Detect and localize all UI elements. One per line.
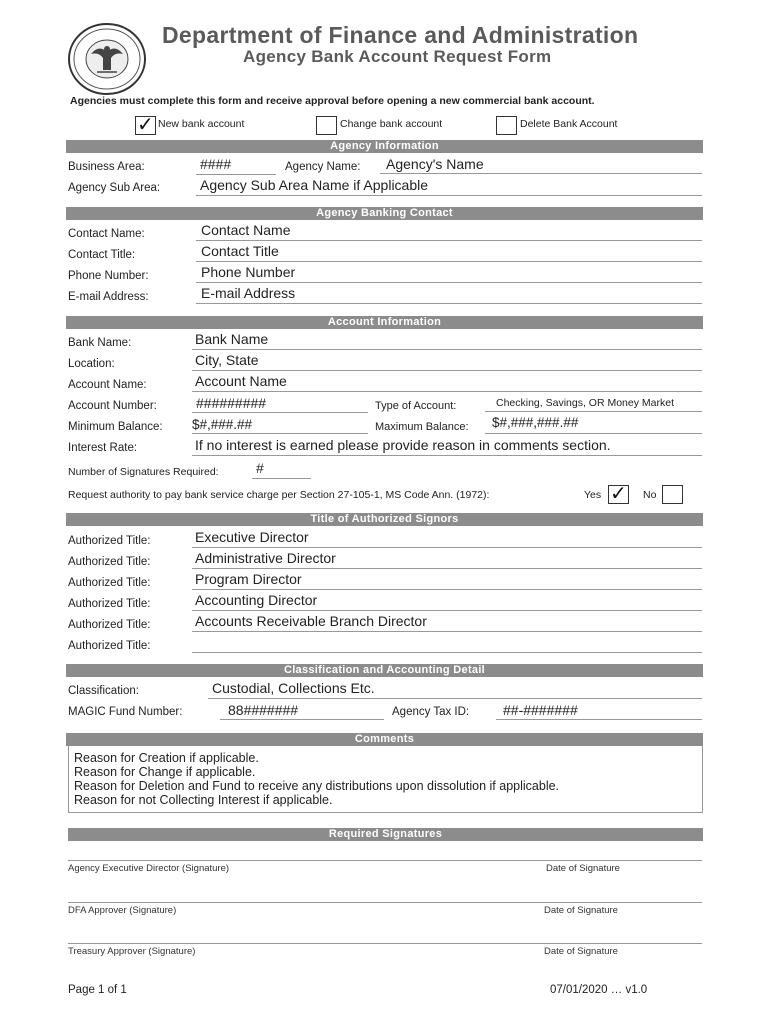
new-account-checkbox[interactable] (135, 116, 156, 135)
state-seal-icon (67, 22, 147, 96)
account-name-label: Account Name: (68, 379, 147, 391)
signatures-required-field[interactable]: # (256, 460, 264, 476)
classification-label: Classification: (68, 685, 139, 697)
new-account-label: New bank account (158, 118, 245, 130)
account-type-field[interactable]: Checking, Savings, OR Money Market (496, 397, 674, 409)
notice-text: Agencies must complete this form and receive approval before opening a new commercial bank account. (70, 95, 595, 107)
account-number-field[interactable]: ######### (196, 395, 267, 411)
signors-heading: Title of Authorized Signors (66, 513, 703, 526)
form-subtitle: Agency Bank Account Request Form (243, 47, 552, 66)
interest-rate-label: Interest Rate: (68, 442, 138, 454)
comments-box[interactable] (68, 746, 703, 813)
agency-info-heading: Agency Information (66, 140, 703, 153)
location-field[interactable]: City, State (195, 352, 259, 368)
authorized-title-field-5[interactable]: Accounts Receivable Branch Director (195, 613, 427, 629)
bank-name-field[interactable]: Bank Name (195, 331, 269, 347)
account-info-heading: Account Information (66, 316, 703, 329)
tax-id-field[interactable]: ##-####### (503, 702, 578, 718)
fund-number-field[interactable]: 88####### (228, 702, 299, 718)
max-balance-field[interactable]: $#,###,###.## (492, 415, 579, 430)
checkmark-icon: ✓ (137, 114, 154, 136)
contact-name-label: Contact Name: (68, 228, 145, 240)
comment-line: Reason for Change if applicable. (74, 765, 256, 779)
date-label: Date of Signature (544, 946, 618, 957)
contact-name-field[interactable]: Contact Name (201, 222, 291, 238)
phone-number-label: Phone Number: (68, 270, 149, 282)
email-label: E-mail Address: (68, 291, 149, 303)
phone-number-field[interactable]: Phone Number (201, 264, 296, 280)
comment-line: Reason for Creation if applicable. (74, 751, 259, 765)
banking-contact-heading: Agency Banking Contact (66, 207, 703, 220)
date-label: Date of Signature (544, 905, 618, 916)
min-balance-field[interactable]: $#,###.## (192, 417, 253, 432)
authorized-title-field-4[interactable]: Accounting Director (195, 592, 318, 608)
checkmark-icon: ✓ (610, 483, 627, 505)
authorized-title-label: Authorized Title: (68, 556, 151, 568)
business-area-label: Business Area: (68, 161, 145, 173)
exec-director-signature-label: Agency Executive Director (Signature) (68, 863, 230, 874)
email-field[interactable]: E-mail Address (201, 285, 296, 301)
comment-line: Reason for Deletion and Fund to receive any distributions upon dissolution if applicable. (74, 779, 560, 793)
comments-heading: Comments (66, 733, 703, 746)
delete-account-label: Delete Bank Account (520, 118, 618, 130)
authorized-title-label: Authorized Title: (68, 598, 151, 610)
no-checkbox[interactable] (662, 485, 683, 504)
tax-id-label: Agency Tax ID: (392, 706, 470, 718)
contact-title-field[interactable]: Contact Title (201, 243, 279, 259)
authorized-title-field-3[interactable]: Program Director (195, 571, 302, 587)
change-account-label: Change bank account (340, 118, 443, 130)
yes-label: Yes (584, 489, 602, 501)
signature-line[interactable] (68, 902, 702, 903)
bank-name-label: Bank Name: (68, 337, 132, 349)
classification-heading: Classification and Accounting Detail (66, 664, 703, 677)
authorized-title-label: Authorized Title: (68, 577, 151, 589)
dfa-approver-signature-label: DFA Approver (Signature) (68, 905, 177, 916)
version-label: 07/01/2020 … v1.0 (550, 984, 648, 996)
date-label: Date of Signature (546, 863, 620, 874)
business-area-field[interactable]: #### (200, 156, 232, 172)
agency-name-label: Agency Name: (285, 161, 361, 173)
signatures-heading: Required Signatures (68, 828, 703, 841)
authorized-title-field-1[interactable]: Executive Director (195, 529, 309, 545)
sub-area-field[interactable]: Agency Sub Area Name if Applicable (200, 177, 429, 193)
signatures-required-label: Number of Signatures Required: (68, 466, 219, 478)
authorized-title-label: Authorized Title: (68, 640, 151, 652)
min-balance-label: Minimum Balance: (68, 421, 163, 433)
authorized-title-field-2[interactable]: Administrative Director (195, 550, 336, 566)
max-balance-label: Maximum Balance: (375, 421, 469, 433)
account-type-label: Type of Account: (375, 400, 457, 412)
location-label: Location: (68, 358, 115, 370)
signature-line[interactable] (68, 860, 702, 861)
yes-checkbox[interactable] (608, 485, 629, 504)
signature-line[interactable] (68, 943, 702, 944)
classification-field[interactable]: Custodial, Collections Etc. (212, 680, 375, 696)
authorized-title-label: Authorized Title: (68, 619, 151, 631)
account-name-field[interactable]: Account Name (195, 373, 287, 389)
authorized-title-label: Authorized Title: (68, 535, 151, 547)
no-label: No (643, 489, 657, 501)
comment-line: Reason for not Collecting Interest if applicable. (74, 793, 333, 807)
fund-number-label: MAGIC Fund Number: (68, 706, 183, 718)
sub-area-label: Agency Sub Area: (68, 182, 161, 194)
treasury-approver-signature-label: Treasury Approver (Signature) (68, 946, 196, 957)
account-number-label: Account Number: (68, 400, 157, 412)
interest-rate-field[interactable]: If no interest is earned please provide reason in comments section. (195, 437, 611, 453)
service-charge-label: Request authority to pay bank service charge per Section 27-105-1, MS Code Ann. (1972): (68, 489, 490, 501)
page-number: Page 1 of 1 (68, 984, 127, 996)
delete-account-checkbox[interactable] (496, 116, 517, 135)
change-account-checkbox[interactable] (316, 116, 337, 135)
page-title: Department of Finance and Administration (162, 22, 639, 48)
agency-name-field[interactable]: Agency's Name (386, 156, 484, 172)
contact-title-label: Contact Title: (68, 249, 136, 261)
